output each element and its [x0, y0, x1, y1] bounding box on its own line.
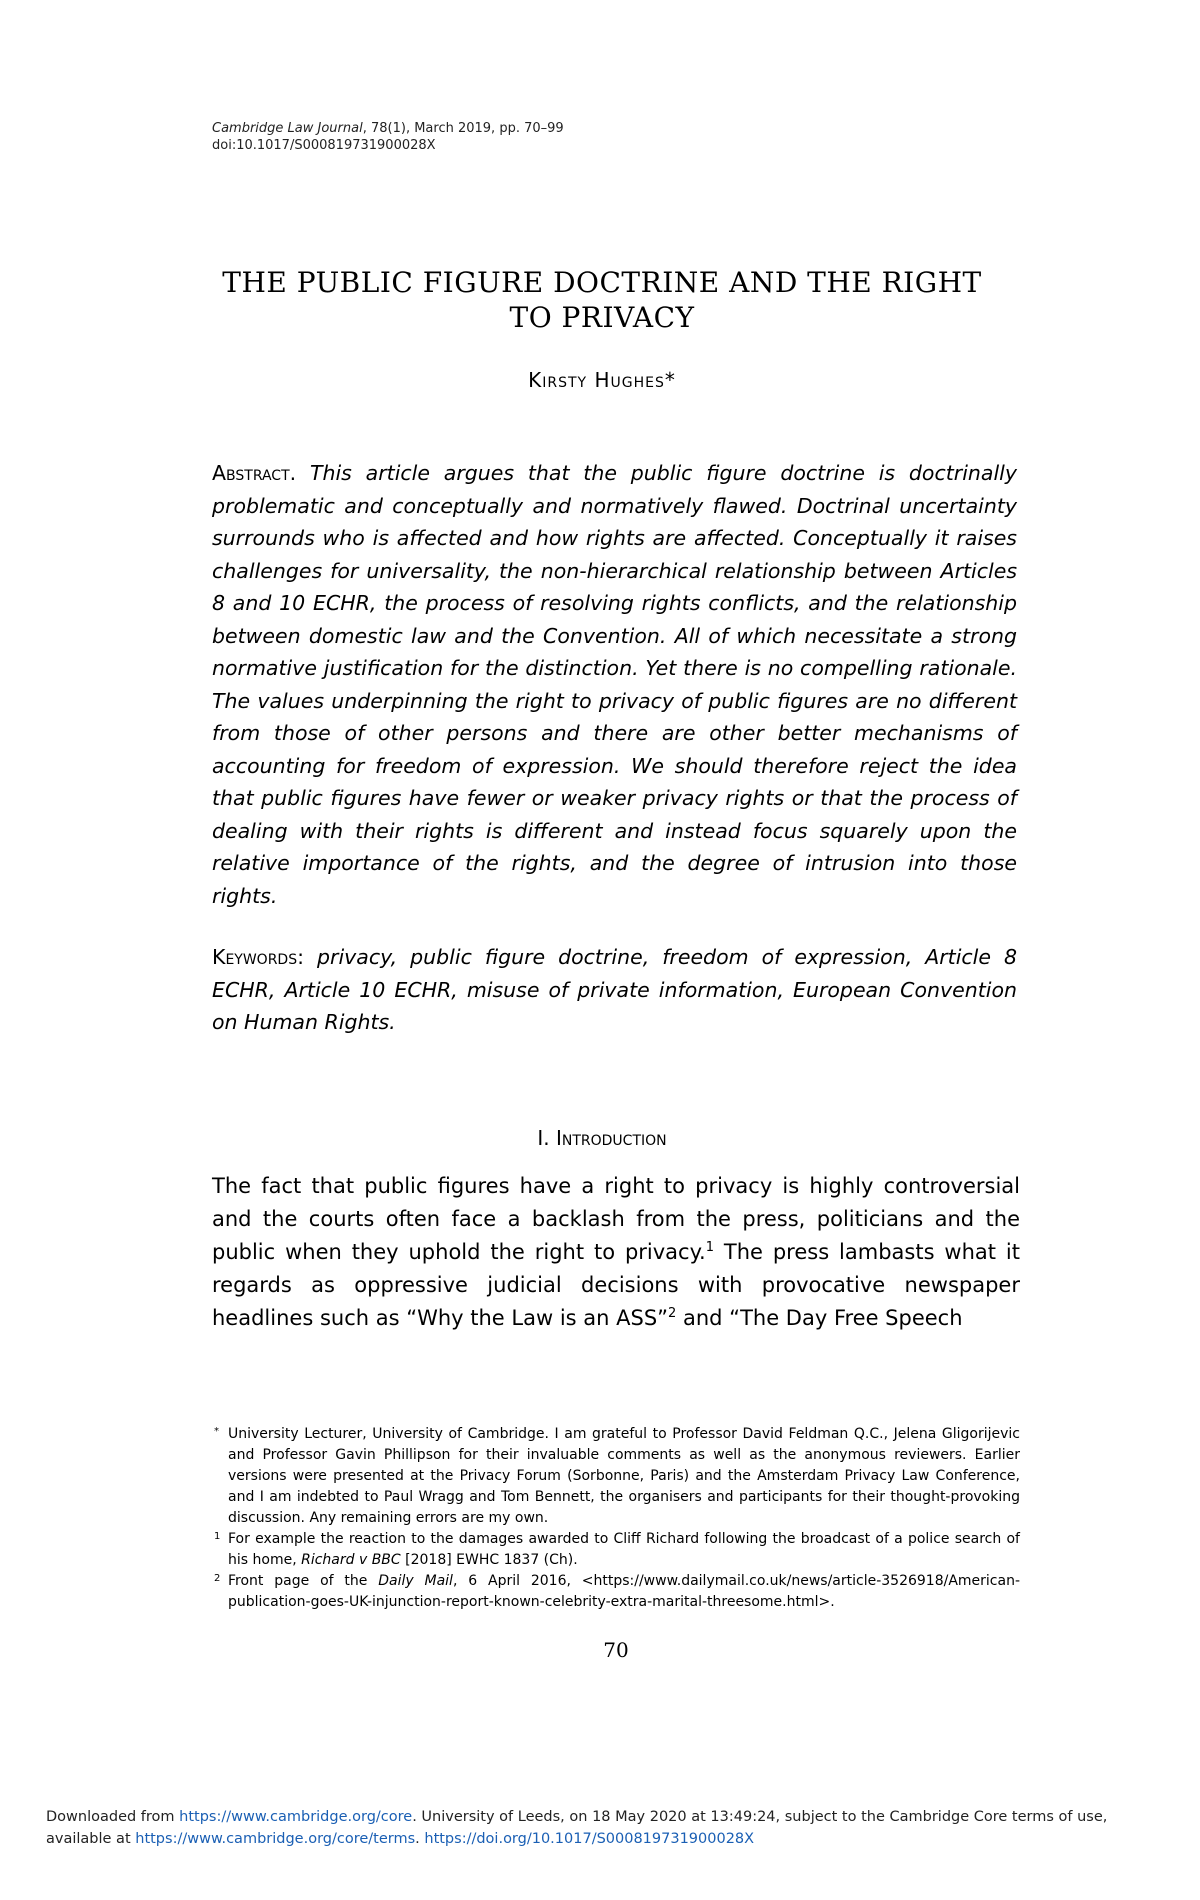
keywords-text: privacy, public figure doctrine, freedom of expression, Article 8 ECHR, Article 10 ECHR, misuse of private information, European Convention on Human Rights. — [212, 945, 1017, 1034]
footnote-newspaper: Daily Mail — [378, 1573, 453, 1589]
body-text-part-3: and “The Day Free Speech — [676, 1306, 963, 1330]
journal-name: Cambridge Law Journal — [212, 121, 363, 136]
page-number: 70 — [603, 1638, 629, 1662]
journal-doi: doi:10.1017/S000819731900028X — [212, 138, 436, 153]
download-note-prefix: Downloaded from — [46, 1809, 180, 1825]
footnote-text: University Lecturer, University of Cambridge. I am grateful to Professor David Feldman Q.C., Jelena Gligorijevic and Professor Gavin Phillipson for their invaluable comments as well as the anonymous reviewers. Earlier versions were presented at the Privacy Forum (Sorbonne, Paris) and the Amsterdam Privacy Law Conference, and I am indebted to Paul Wragg and Tom Bennett, the organisers and participants for their thought-provoking discussion. Any remaining errors are my own. — [228, 1426, 1020, 1526]
section-number: I. — [537, 1126, 550, 1150]
keywords — [212, 941, 1017, 1039]
journal-header — [212, 120, 564, 154]
footnotes — [212, 1424, 1020, 1613]
terms-link[interactable]: https://www.cambridge.org/core/terms — [135, 1831, 416, 1847]
body-text-part-1: The fact that public figures have a right to privacy is highly controversial and the courts often face a backlash from the press, politicians and the public when they uphold the right to privacy. — [212, 1174, 1020, 1264]
download-note-middle: . University of Leeds, on 18 May 2020 at 13:49:24, subject to the Cambridge Core terms of use, available at — [46, 1809, 1108, 1847]
article-title — [212, 265, 992, 335]
section-heading — [212, 1126, 992, 1150]
cambridge-core-link[interactable]: https://www.cambridge.org/core — [179, 1809, 413, 1825]
journal-citation — [212, 120, 564, 137]
footnote-author — [212, 1424, 1020, 1529]
footnote-text: For example the reaction to the damages awarded to Cliff Richard following the broadcast of a police search of his home, — [228, 1531, 1020, 1568]
footnote-mark: 1 — [214, 1531, 221, 1542]
footnote-text: [2018] EWHC 1837 (Ch). — [400, 1552, 578, 1568]
abstract-label: Abstract. — [212, 461, 297, 485]
abstract-text: This article argues that the public figure doctrine is doctrinally problematic and conceptually and normatively flawed. Doctrinal uncertainty surrounds who is affected and how rights are affected. Conceptually it raises challenges for universality, the non-hierarchical relationship between Articles 8 and 10 ECHR, the process of resolving rights conflicts, and the relationship between domestic law and the Convention. All of which necessitate a strong normative justification for the distinction. Yet there is no compelling rationale. The values underpinning the right to privacy of public figures are no different from those of other persons and there are other better mechanisms of accounting for freedom of expression. We should therefore reject the idea that public figures have fewer or weaker privacy rights or that the process of dealing with their rights is different and instead focus squarely upon the relative importance of the rights, and the degree of intrusion into those rights. — [212, 461, 1017, 908]
download-note — [46, 1806, 1156, 1850]
article-author: Kirsty Hughes* — [528, 368, 676, 392]
section-title: Introduction — [555, 1126, 667, 1150]
article-title-line-1: THE PUBLIC FIGURE DOCTRINE AND THE RIGHT — [222, 266, 982, 299]
footnote-text: , 6 April 2016, <https://www.dailymail.co.uk/news/article-3526918/American-publication-goes-UK-injunction-report-known-celebrity-extra-marital-threesome.html>. — [228, 1573, 1020, 1610]
footnote-1 — [212, 1529, 1020, 1571]
keywords-label: Keywords: — [212, 945, 305, 969]
footnote-case-name: Richard v BBC — [301, 1552, 401, 1568]
doi-link[interactable]: https://doi.org/10.1017/S000819731900028X — [424, 1831, 755, 1847]
footnote-ref-2[interactable]: 2 — [668, 1306, 677, 1321]
journal-issue: , 78(1), March 2019, pp. 70–99 — [362, 121, 564, 136]
footnote-ref-1[interactable]: 1 — [705, 1240, 714, 1255]
footnote-mark: * — [214, 1426, 219, 1437]
body-text-part-2: The press lambasts what it regards as oppressive judicial decisions with provocative newspaper headlines such as “Why the Law is an ASS” — [212, 1240, 1020, 1330]
footnote-2 — [212, 1571, 1020, 1613]
abstract — [212, 457, 1017, 912]
download-note-separator: . — [415, 1831, 425, 1847]
footnote-mark: 2 — [214, 1573, 221, 1584]
article-title-line-2: TO PRIVACY — [509, 301, 695, 334]
body-paragraph — [212, 1170, 1020, 1335]
footnote-text: Front page of the — [228, 1573, 379, 1589]
